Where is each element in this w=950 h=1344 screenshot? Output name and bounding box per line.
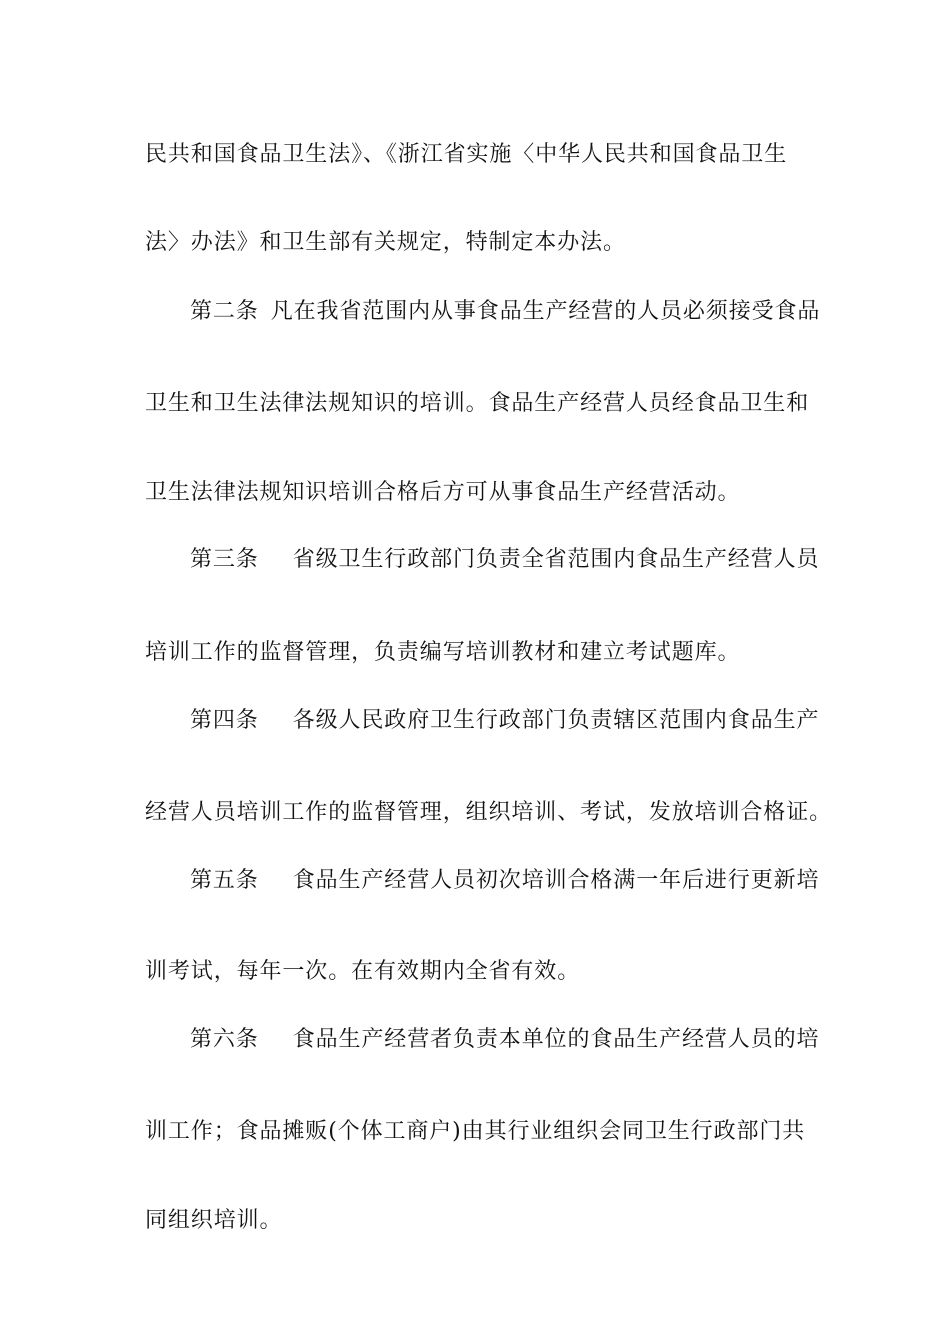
article-text: 各级人民政府卫生行政部门负责辖区范围内食品生产 (292, 708, 820, 733)
article-text: 食品生产经营者负责本单位的食品生产经营人员的培 (292, 1027, 820, 1052)
text-line: 训考试，每年一次。在有效期内全省有效。 (145, 959, 581, 984)
text-line: 民共和国食品卫生法》、《浙江省实施〈中华人民共和国食品卫生 (145, 142, 788, 167)
text-line: 同组织培训。 (145, 1208, 283, 1233)
text-line: 卫生和卫生法律法规知识的培训。食品生产经营人员经食品卫生和 (145, 391, 810, 416)
article-heading-line (190, 866, 819, 896)
article-number: 第二条 (190, 299, 259, 324)
text-line: 经营人员培训工作的监督管理，组织培训、考试，发放培训合格证。 (145, 800, 833, 825)
text-line: 培训工作的监督管理，负责编写培训教材和建立考试题库。 (145, 640, 741, 665)
article-number: 第六条 (190, 1027, 259, 1052)
text-line: 法〉办法》和卫生部有关规定，特制定本办法。 (145, 230, 626, 255)
article-text: 省级卫生行政部门负责全省范围内食品生产经营人员 (292, 547, 820, 572)
article-text: 食品生产经营人员初次培训合格满一年后进行更新培 (292, 868, 820, 893)
article-heading-line (190, 706, 819, 736)
article-text: 凡在我省范围内从事食品生产经营的人员必须接受食品 (270, 299, 821, 324)
article-heading-line (190, 297, 820, 327)
article-heading-line (190, 545, 819, 575)
text-line: 卫生法律法规知识培训合格后方可从事食品生产经营活动。 (145, 480, 741, 505)
article-number: 第三条 (190, 547, 259, 572)
article-number: 第四条 (190, 708, 259, 733)
text-line: 训工作；食品摊贩(个体工商户)由其行业组织会同卫生行政部门共 (145, 1119, 806, 1144)
article-heading-line (190, 1025, 819, 1055)
article-number: 第五条 (190, 868, 259, 893)
